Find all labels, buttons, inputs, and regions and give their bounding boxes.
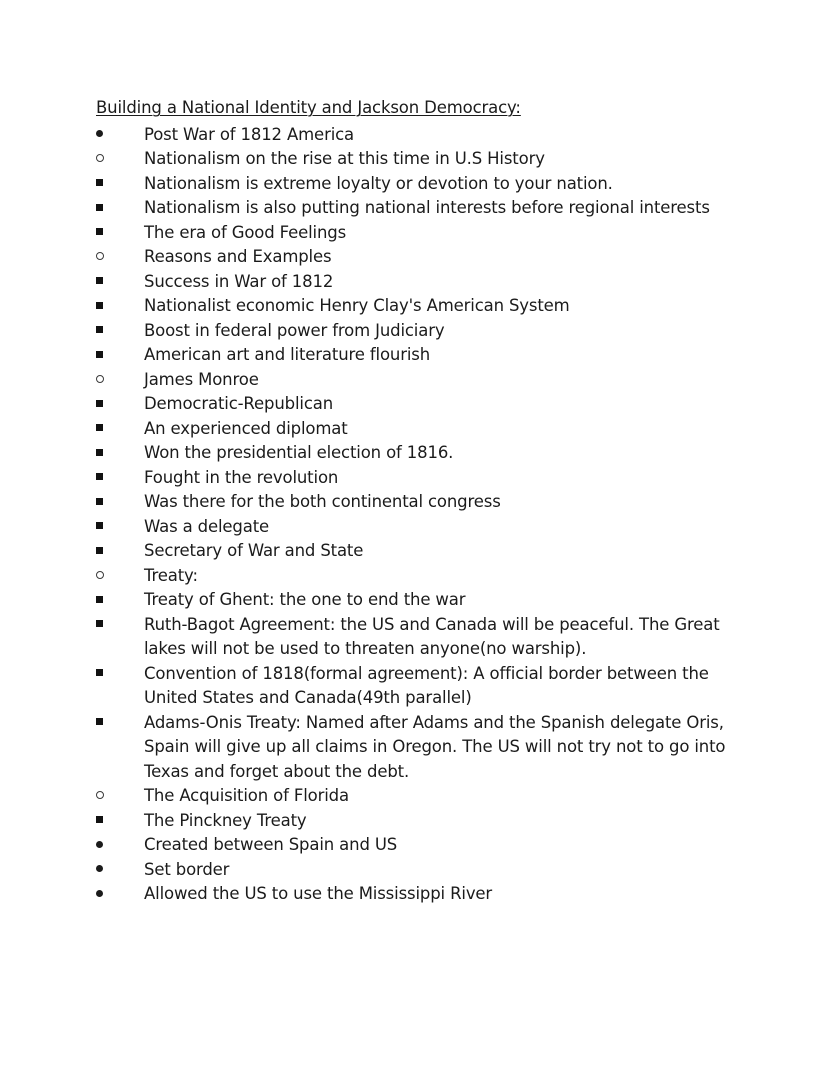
outline-item	[96, 466, 736, 491]
outline-item-text: Was a delegate	[144, 516, 270, 536]
disc-bullet-icon	[96, 882, 126, 907]
square-bullet-icon	[96, 539, 126, 564]
outline-item	[96, 858, 736, 883]
outline-item	[96, 147, 736, 245]
outline-item-row	[96, 858, 736, 883]
outline-item	[96, 490, 736, 515]
outline-item-text: Nationalism is extreme loyalty or devotion to your nation.	[144, 173, 613, 193]
outline-item-text: James Monroe	[144, 369, 259, 389]
outline-sublist-level-3	[96, 392, 736, 564]
outline-item	[96, 270, 736, 295]
square-bullet-icon	[96, 319, 126, 344]
outline-item-row	[96, 294, 736, 319]
square-bullet-icon	[96, 270, 126, 295]
outline-item-row	[96, 564, 736, 589]
outline-item	[96, 564, 736, 785]
outline-item-text: Success in War of 1812	[144, 271, 334, 291]
outline-item-text: Fought in the revolution	[144, 467, 339, 487]
outline-item	[96, 417, 736, 442]
outline-sublist-level-3	[96, 172, 736, 246]
outline-item-row	[96, 882, 736, 907]
outline-item-row	[96, 515, 736, 540]
document-body	[96, 96, 736, 907]
page-title: Building a National Identity and Jackson Democracy:	[96, 98, 521, 117]
outline-item-text: Nationalism is also putting national interests before regional interests	[144, 198, 710, 217]
disc-bullet-icon	[96, 123, 126, 148]
outline-item	[96, 123, 736, 907]
outline-item-row	[96, 392, 736, 417]
outline-item-text: Convention of 1818(formal agreement): A official border between the United States and Canada(49th parallel)	[144, 663, 709, 707]
outline-item-row	[96, 613, 736, 662]
square-bullet-icon	[96, 588, 126, 613]
outline-item-text: Boost in federal power from Judiciary	[144, 320, 445, 340]
outline-item	[96, 539, 736, 564]
outline-item	[96, 809, 736, 907]
outline-item-text: Treaty of Ghent: the one to end the war	[144, 590, 466, 609]
outline-item	[96, 613, 736, 662]
outline-item-row	[96, 711, 736, 785]
outline-item-text: Created between Spain and US	[144, 835, 398, 854]
square-bullet-icon	[96, 441, 126, 466]
outline-item	[96, 245, 736, 368]
outline-item	[96, 882, 736, 907]
square-bullet-icon	[96, 613, 126, 638]
outline-item-row	[96, 417, 736, 442]
disc-bullet-icon	[96, 833, 126, 858]
outline-item-row	[96, 368, 736, 393]
outline-item	[96, 221, 736, 246]
outline-item-row	[96, 343, 736, 368]
outline-item	[96, 711, 736, 785]
square-bullet-icon	[96, 343, 126, 368]
circle-bullet-icon	[96, 784, 126, 809]
circle-bullet-icon	[96, 368, 126, 393]
outline-item	[96, 441, 736, 466]
outline-item-text: Set border	[144, 859, 230, 879]
outline-item-text: The Acquisition of Florida	[144, 786, 349, 805]
outline-item-text: The era of Good Feelings	[144, 222, 347, 242]
square-bullet-icon	[96, 515, 126, 540]
circle-bullet-icon	[96, 564, 126, 589]
square-bullet-icon	[96, 172, 126, 197]
outline-item-row	[96, 490, 736, 515]
square-bullet-icon	[96, 417, 126, 442]
outline-item-row	[96, 196, 736, 221]
outline-item-row	[96, 147, 736, 172]
outline-sublist-level-1	[96, 123, 736, 907]
circle-bullet-icon	[96, 245, 126, 270]
square-bullet-icon	[96, 809, 126, 834]
outline-sublist-level-3	[96, 270, 736, 368]
circle-bullet-icon	[96, 147, 126, 172]
outline-item-row	[96, 539, 736, 564]
outline-item-text: Democratic-Republican	[144, 394, 334, 413]
outline-item	[96, 343, 736, 368]
outline-item-text: Won the presidential election of 1816.	[144, 443, 454, 462]
square-bullet-icon	[96, 294, 126, 319]
square-bullet-icon	[96, 711, 126, 736]
outline-item	[96, 833, 736, 858]
outline-item	[96, 319, 736, 344]
outline-item-text: Reasons and Examples	[144, 247, 332, 266]
square-bullet-icon	[96, 466, 126, 491]
outline-item-row	[96, 588, 736, 613]
outline-item	[96, 588, 736, 613]
outline-item-row	[96, 441, 736, 466]
outline-item-text: Post War of 1812 America	[144, 124, 355, 144]
outline-item-row	[96, 123, 736, 148]
outline-item-text: Adams-Onis Treaty: Named after Adams and the Spanish delegate Oris, Spain will give up all claims in Oregon. The US will not try not to go into Texas and forget about the debt.	[144, 712, 726, 781]
outline-sublist-level-4	[96, 833, 736, 907]
outline-sublist-level-2	[96, 147, 736, 907]
outline-item-text: American art and literature flourish	[144, 345, 431, 364]
outline-item	[96, 294, 736, 319]
outline-sublist-level-3	[96, 588, 736, 784]
outline-item-row	[96, 172, 736, 197]
outline-item-text: Ruth-Bagot Agreement: the US and Canada will be peaceful. The Great lakes will not be used to threaten anyone(no warship).	[144, 614, 720, 658]
outline-item-row	[96, 319, 736, 344]
outline-item-row	[96, 466, 736, 491]
outline-item-row	[96, 221, 736, 246]
outline-item	[96, 515, 736, 540]
outline-item	[96, 392, 736, 417]
outline-item-text: Nationalism on the rise at this time in U.S History	[144, 149, 545, 168]
outline-item-text: Secretary of War and State	[144, 541, 364, 560]
outline-item-text: The Pinckney Treaty	[144, 810, 307, 830]
outline-item-text: Treaty:	[144, 565, 198, 585]
outline-item-text: Was there for the both continental congress	[144, 492, 501, 511]
outline-item	[96, 662, 736, 711]
outline-item-row	[96, 784, 736, 809]
outline-item-row	[96, 270, 736, 295]
outline-item-text: Allowed the US to use the Mississippi River	[144, 884, 493, 903]
disc-bullet-icon	[96, 858, 126, 883]
outline-item-row	[96, 245, 736, 270]
outline-sublist-level-3	[96, 809, 736, 907]
square-bullet-icon	[96, 392, 126, 417]
square-bullet-icon	[96, 221, 126, 246]
square-bullet-icon	[96, 490, 126, 515]
outline-item	[96, 172, 736, 197]
square-bullet-icon	[96, 662, 126, 687]
outline-item-text: An experienced diplomat	[144, 418, 348, 438]
outline-item-row	[96, 662, 736, 711]
outline-item-text: Nationalist economic Henry Clay's American System	[144, 296, 570, 315]
outline-item	[96, 196, 736, 221]
outline-item	[96, 368, 736, 564]
outline-item	[96, 784, 736, 907]
square-bullet-icon	[96, 196, 126, 221]
outline-item-row	[96, 833, 736, 858]
outline-item-row	[96, 809, 736, 834]
